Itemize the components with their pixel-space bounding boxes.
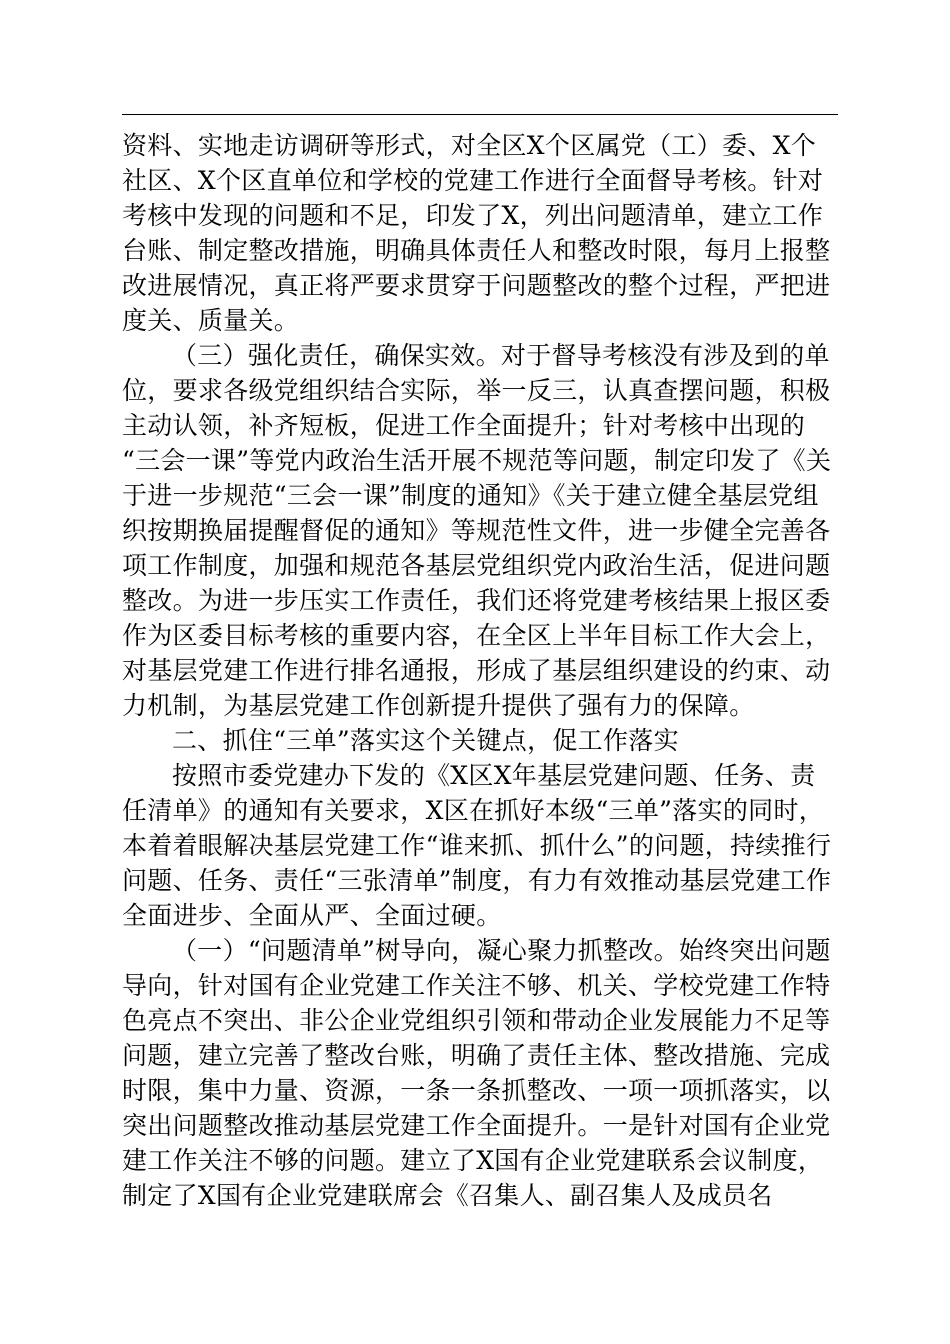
text-line: （三）强化责任，确保实效。对于督导考核没有涉及到的单 [172,341,830,370]
text-line: 二、抓住“三单”落实这个关键点，促工作落实 [172,726,679,755]
text-line: 整改。为进一步压实工作责任，我们还将党建考核结果上报区委 [122,586,831,615]
text-line: 问题，建立完善了整改台账，明确了责任主体、整改措施、完成 [122,1041,831,1070]
text-line: 建工作关注不够的问题。建立了X国有企业党建联系会议制度， [122,1146,824,1175]
text-line: 改进展情况，真正将严要求贯穿于问题整改的整个过程，严把进 [122,271,831,300]
text-line: 作为区委目标考核的重要内容，在全区上半年目标工作大会上， [122,621,831,650]
text-line: （一）“问题清单”树导向，凝心聚力抓整改。始终突出问题 [172,936,831,965]
text-line: 按照市委党建办下发的《X区X年基层党建问题、任务、责 [172,761,816,790]
text-line: “三会一课”等党内政治生活开展不规范等问题，制定印发了《关 [122,446,832,475]
text-line: 问题、任务、责任“三张清单”制度，有力有效推动基层党建工作 [122,866,832,895]
text-line: 时限，集中力量、资源，一条一条抓整改、一项一项抓落实，以 [122,1076,831,1105]
text-line: 考核中发现的问题和不足，印发了X，列出问题清单，建立工作 [122,201,824,230]
text-line: 制定了X国有企业党建联席会《召集人、副召集人及成员名 [122,1181,773,1210]
text-line: 资料、实地走访调研等形式，对全区X个区属党（工）委、X个 [122,131,816,160]
text-line: 对基层党建工作进行排名通报，形成了基层组织建设的约束、动 [122,656,831,685]
text-line: 台账、制定整改措施，明确具体责任人和整改时限，每月上报整 [122,236,831,265]
header-rule [122,114,838,115]
text-line: 于进一步规范“三会一课”制度的通知》《关于建立健全基层党组 [122,481,819,510]
text-line: 本着着眼解决基层党建工作“谁来抓、抓什么”的问题，持续推行 [122,831,832,860]
text-line: 全面进步、全面从严、全面过硬。 [122,901,502,930]
text-line: 项工作制度，加强和规范各基层党组织党内政治生活，促进问题 [122,551,831,580]
text-line: 导向，针对国有企业党建工作关注不够、机关、学校党建工作特 [122,971,831,1000]
text-line: 位，要求各级党组织结合实际，举一反三，认真查摆问题，积极 [122,376,831,405]
text-line: 突出问题整改推动基层党建工作全面提升。一是针对国有企业党 [122,1111,831,1140]
text-line: 色亮点不突出、非公企业党组织引领和带动企业发展能力不足等 [122,1006,831,1035]
text-line: 任清单》的通知有关要求，X区在抓好本级“三单”落实的同时， [122,796,825,825]
text-line: 度关、质量关。 [122,306,300,335]
text-line: 主动认领，补齐短板，促进工作全面提升；针对考核中出现的 [122,411,806,440]
text-line: 织按期换届提醒督促的通知》等规范性文件，进一步健全完善各 [122,516,831,545]
document-body [122,128,838,1213]
text-line: 社区、X个区直单位和学校的党建工作进行全面督导考核。针对 [122,166,824,195]
text-line: 力机制，为基层党建工作创新提升提供了强有力的保障。 [122,691,755,720]
